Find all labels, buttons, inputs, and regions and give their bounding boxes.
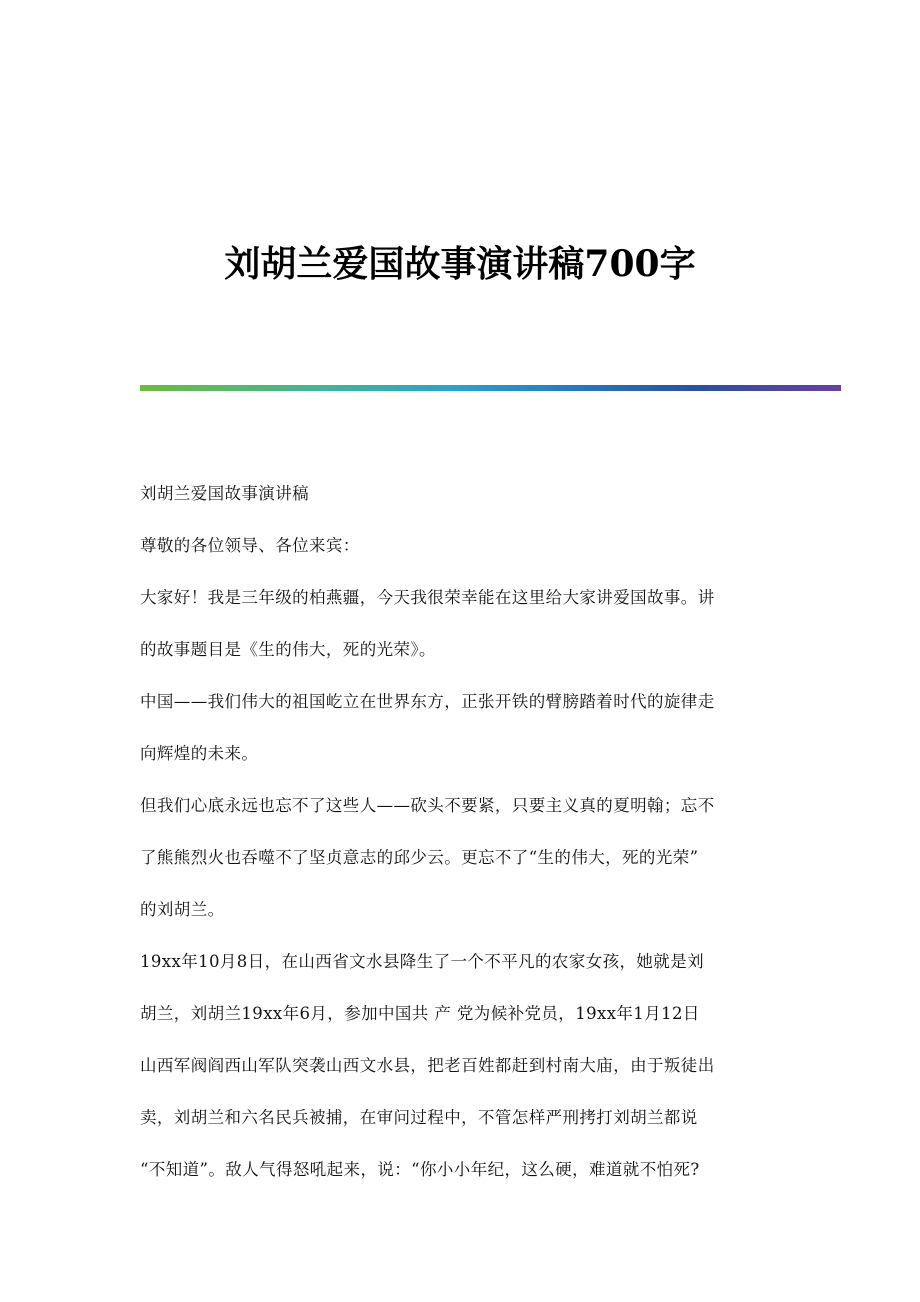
text-line: 的刘胡兰。 bbox=[140, 900, 225, 919]
text-line: 的故事题目是《生的伟大，死的光荣》。 bbox=[140, 640, 436, 659]
paragraph bbox=[140, 572, 790, 676]
text-line: 但我们心底永远也忘不了这些人——砍头不要紧，只要主义真的夏明翰；忘不 bbox=[140, 796, 715, 815]
paragraph bbox=[140, 520, 790, 572]
text-line: 了熊熊烈火也吞噬不了坚贞意志的邱少云。更忘不了“生的伟大，死的光荣” bbox=[140, 848, 699, 867]
text-line: 刘胡兰爱国故事演讲稿 bbox=[140, 484, 309, 503]
text-line: 19xx年10月8日，在山西省文水县降生了一个不平凡的农家女孩，她就是刘 bbox=[140, 952, 704, 971]
text-line: 大家好！我是三年级的柏燕疆，今天我很荣幸能在这里给大家讲爱国故事。讲 bbox=[140, 588, 715, 607]
paragraph bbox=[140, 936, 790, 1196]
text-line: 尊敬的各位领导、各位来宾： bbox=[140, 536, 360, 555]
text-line: 中国——我们伟大的祖国屹立在世界东方，正张开铁的臂膀踏着时代的旋律走 bbox=[140, 692, 715, 711]
paragraph bbox=[140, 676, 790, 780]
paragraph bbox=[140, 468, 790, 520]
document-title: 刘胡兰爱国故事演讲稿700字 bbox=[224, 243, 696, 286]
text-line: 卖，刘胡兰和六名民兵被捕，在审问过程中，不管怎样严刑拷打刘胡兰都说 bbox=[140, 1108, 698, 1127]
document-body bbox=[140, 468, 790, 1196]
text-line: “不知道”。敌人气得怒吼起来，说：“你小小年纪，这么硬，难道就不怕死? bbox=[140, 1160, 700, 1179]
text-line: 向辉煌的未来。 bbox=[140, 744, 259, 763]
text-line: 胡兰，刘胡兰19xx年6月，参加中国共 产 党为候补党员，19xx年1月12日 bbox=[140, 1004, 700, 1023]
title-divider bbox=[140, 385, 841, 391]
paragraph bbox=[140, 780, 790, 936]
text-line: 山西军阀阎西山军队突袭山西文水县，把老百姓都赶到村南大庙，由于叛徒出 bbox=[140, 1056, 715, 1075]
